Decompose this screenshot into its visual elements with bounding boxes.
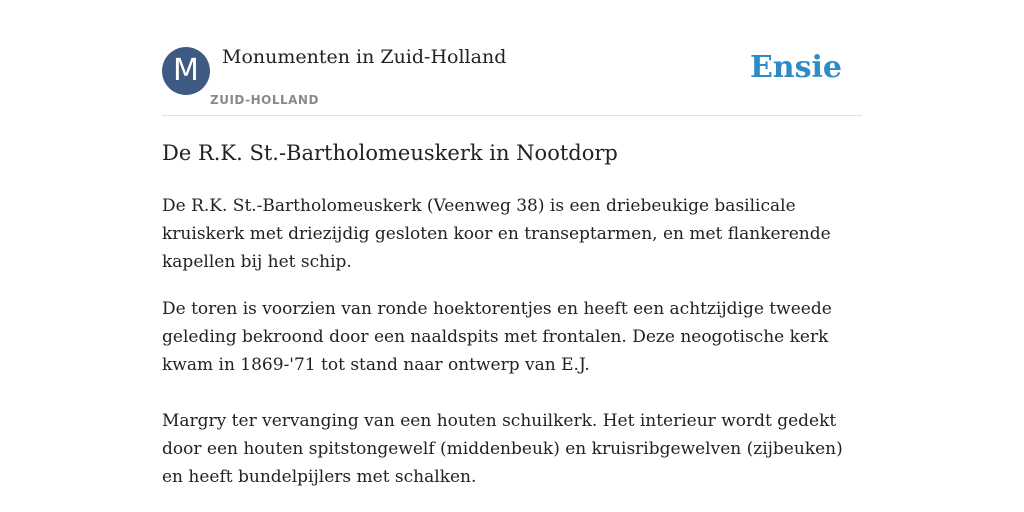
- article-title: De R.K. St.-Bartholomeuskerk in Nootdorp: [162, 141, 618, 165]
- article-paragraph-3: Margry ter vervanging van een houten schuilkerk. Het interieur wordt gedekt door een houten spitstongewelf (middenbeuk) en kruisribgewelven (zijbeuken) en heeft bundelpijlers met schalken.: [162, 411, 843, 487]
- header: [162, 46, 862, 116]
- header-divider: [162, 115, 862, 116]
- avatar[interactable]: M: [162, 47, 210, 95]
- article-paragraph-2: De toren is voorzien van ronde hoektorentjes en heeft een achtzijdige tweede geleding bekroond door een naaldspits met frontalen. Deze neogotische kerk kwam in 1869-'71 tot stand naar ontwerp van E.J.: [162, 299, 832, 375]
- book-title-link[interactable]: Monumenten in Zuid-Holland: [222, 46, 507, 68]
- article-paragraph-1: De R.K. St.-Bartholomeuskerk (Veenweg 38) is een driebeukige basilicale kruiskerk met driezijdig gesloten koor en transeptarmen, en met flankerende kapellen bij het schip.: [162, 196, 831, 272]
- ensie-logo[interactable]: Ensie: [749, 50, 842, 85]
- category-label[interactable]: ZUID-HOLLAND: [210, 93, 319, 107]
